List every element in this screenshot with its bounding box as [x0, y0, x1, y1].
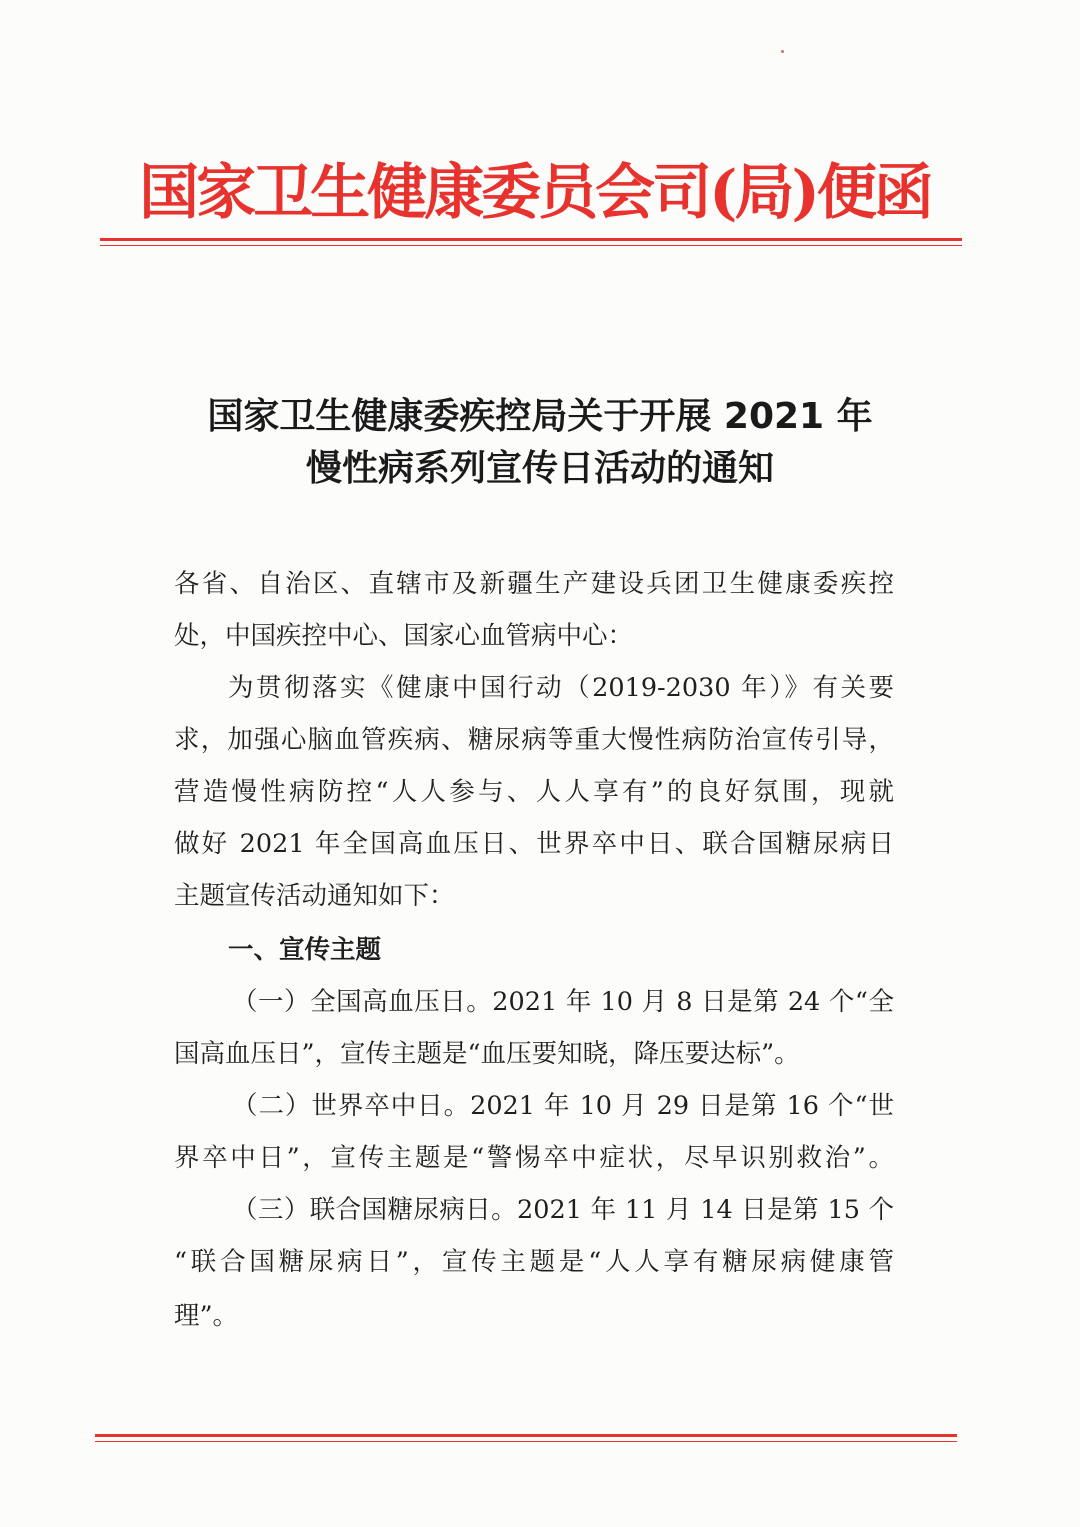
body-paragraph-line: 主题宣传活动通知如下： — [174, 881, 455, 911]
section-heading: 一、宣传主题 — [228, 935, 382, 965]
theme-item-line: 国高血压日”，宣传主题是“血压要知晓，降压要达标”。 — [174, 1039, 800, 1069]
footer-rule-thick — [95, 1434, 957, 1437]
theme-item-line: 理”。 — [174, 1301, 239, 1331]
body-paragraph-line: 为贯彻落实《健康中国行动（2019-2030 年）》有关要 — [228, 673, 894, 703]
scan-speck — [781, 50, 784, 53]
body-paragraph-line: 求，加强心脑血管疾病、糖尿病等重大慢性病防治宣传引导， — [174, 725, 894, 755]
notice-title-line-2: 慢性病系列宣传日活动的通知 — [305, 448, 774, 489]
theme-item-line: （二）世界卒中日。2021 年 10 月 29 日是第 16 个“世 — [232, 1091, 894, 1121]
letterhead-rule-thin — [100, 245, 962, 246]
footer-rule-thin — [95, 1441, 957, 1442]
body-paragraph-line: 做好 2021 年全国高血压日、世界卒中日、联合国糖尿病日 — [174, 829, 894, 859]
letterhead-title: 国家卫生健康委员会司(局)便函 — [139, 158, 931, 228]
theme-item-line: “联合国糖尿病日”，宣传主题是“人人享有糖尿病健康管 — [174, 1247, 894, 1277]
theme-item-line: （三）联合国糖尿病日。2021 年 11 月 14 日是第 15 个 — [232, 1195, 894, 1225]
theme-item-line: （一）全国高血压日。2021 年 10 月 8 日是第 24 个“全 — [232, 987, 894, 1017]
letterhead-rule-thick — [100, 238, 962, 241]
body-paragraph-line: 营造慢性病防控“人人参与、人人享有”的良好氛围，现就 — [174, 777, 894, 807]
notice-title-line-1: 国家卫生健康委疾控局关于开展 2021 年 — [207, 396, 873, 437]
addressee-line-1: 各省、自治区、直辖市及新疆生产建设兵团卫生健康委疾控 — [174, 569, 894, 599]
addressee-line-2: 处，中国疾控中心、国家心血管病中心： — [174, 621, 634, 651]
theme-item-line: 界卒中日”，宣传主题是“警惕卒中症状，尽早识别救治”。 — [174, 1143, 894, 1173]
